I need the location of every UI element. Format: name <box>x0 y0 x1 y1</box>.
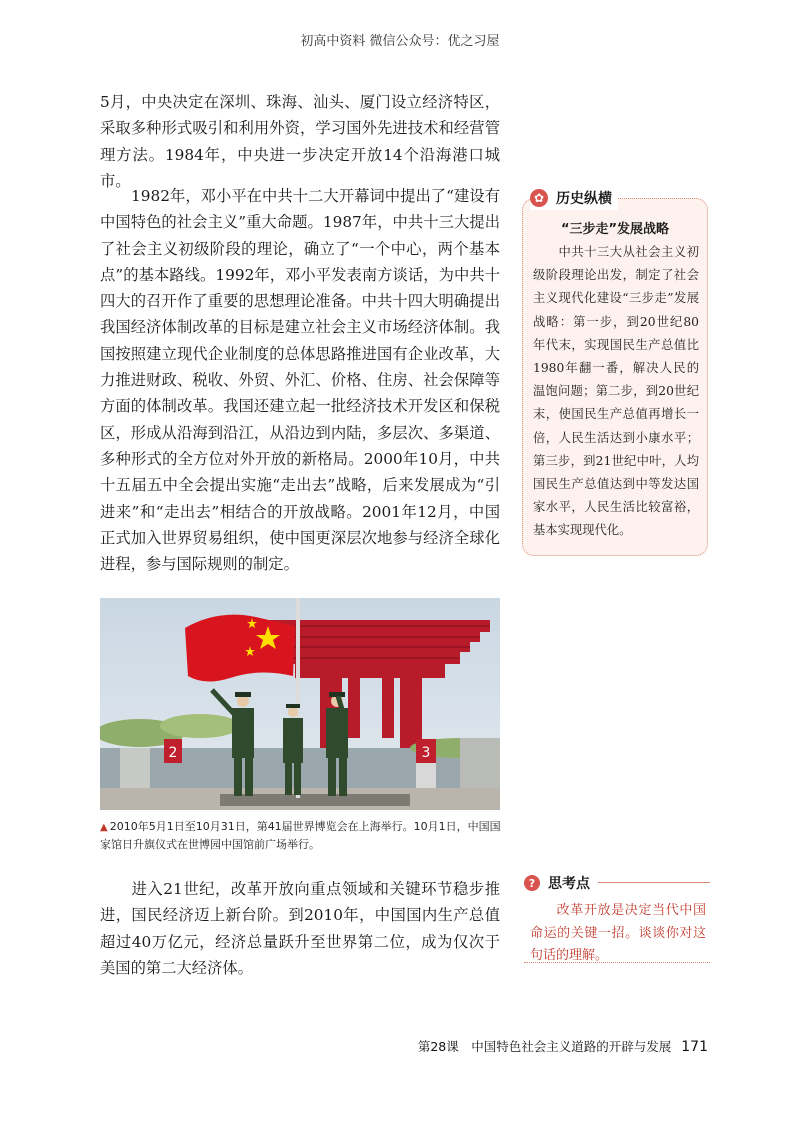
thinking-point-heading-text: 思考点 <box>548 876 590 892</box>
question-icon: ? <box>524 875 540 891</box>
footer-lesson-title: 第28课 中国特色社会主义道路的开辟与发展 <box>417 1039 672 1054</box>
paragraph-2 <box>100 183 500 577</box>
thinking-point-divider <box>524 962 710 963</box>
thinking-point-body-text: 改革开放是决定当代中国命运的关键一招。谈谈你对这句话的理解。 <box>530 903 706 963</box>
triangle-icon: ▲ <box>100 822 108 833</box>
thinking-point-rule <box>598 882 710 883</box>
thinking-point-heading <box>524 873 590 893</box>
photo-caption-text: 2010年5月1日至10月31日，第41届世界博览会在上海举行。10月1日，中国国家馆日升旗仪式在世博园中国馆前广场举行。 <box>100 820 501 851</box>
history-sidebar-heading-text: 历史纵横 <box>556 191 612 207</box>
sign-number-left: 2 <box>168 745 178 761</box>
paragraph-1-text: 5月，中央决定在深圳、珠海、汕头、厦门设立经济特区，采取多种形式吸引和利用外资，学习国外先进技术和经营管理方法。1984年，中央进一步决定开放14个沿海港口城市。 <box>100 93 500 190</box>
page-header: 初高中资料 微信公众号：优之习屋 <box>300 34 500 49</box>
photo-caption <box>100 818 510 853</box>
history-sidebar-body <box>533 241 699 543</box>
leaf-icon: ✿ <box>530 189 548 207</box>
expo-flag-ceremony-photo <box>100 598 500 810</box>
thinking-point-body <box>530 900 706 968</box>
sign-number-right: 3 <box>421 745 431 761</box>
paragraph-3 <box>100 876 500 981</box>
paragraph-2-text: 1982年，邓小平在中共十二大开幕词中提出了“建设有中国特色的社会主义”重大命题。1987年，中共十三大提出了社会主义初级阶段的理论，确立了“一个中心，两个基本点”的基本路线。1992年，邓小平发表南方谈话，为中共十四大的召开作了重要的思想理论准备。中共十四大明确提出我国经济体制改革的目标是建立社会主义市场经济体制。我国按照建立现代企业制度的总体思路推进国有企业改革，大力推进财政、税收、外贸、外汇、价格、住房、社会保障等方面的体制改革。我国还建立起一批经济技术开发区和保税区，形成从沿海到沿江，从沿边到内陆，多层次、多渠道、多种形式的全方位对外开放的新格局。2000年10月，中共十五届五中全会提出实施“走出去”战略，后来发展成为“引进来”和“走出去”相结合的开放战略。2001年12月，中国正式加入世界贸易组织，使中国更深层次地参与经济全球化进程，参与国际规则的制定。 <box>100 187 500 574</box>
paragraph-1 <box>100 89 500 194</box>
page-number: 171 <box>681 1039 708 1055</box>
history-sidebar-heading <box>530 186 618 210</box>
history-sidebar-title: “三步走”发展战略 <box>560 222 670 237</box>
paragraph-3-text: 进入21世纪，改革开放向重点领域和关键环节稳步推进，国民经济迈上新台阶。到2010年，中国国内生产总值超过40万亿元，经济总量跃升至世界第二位，成为仅次于美国的第二大经济体。 <box>100 880 500 977</box>
page-footer <box>418 1037 708 1055</box>
history-sidebar-body-text: 中共十三大从社会主义初级阶段理论出发，制定了社会主义现代化建设“三步走”发展战略：第一步，到20世纪80年代末，实现国民生产总值比1980年翻一番，解决人民的温饱问题；第二步，到20世纪末，使国民生产总值再增长一倍，人民生活达到小康水平；第三步，到21世纪中叶，人均国民生产总值达到中等发达国家水平，人民生活比较富裕，基本实现现代化。 <box>533 245 699 538</box>
